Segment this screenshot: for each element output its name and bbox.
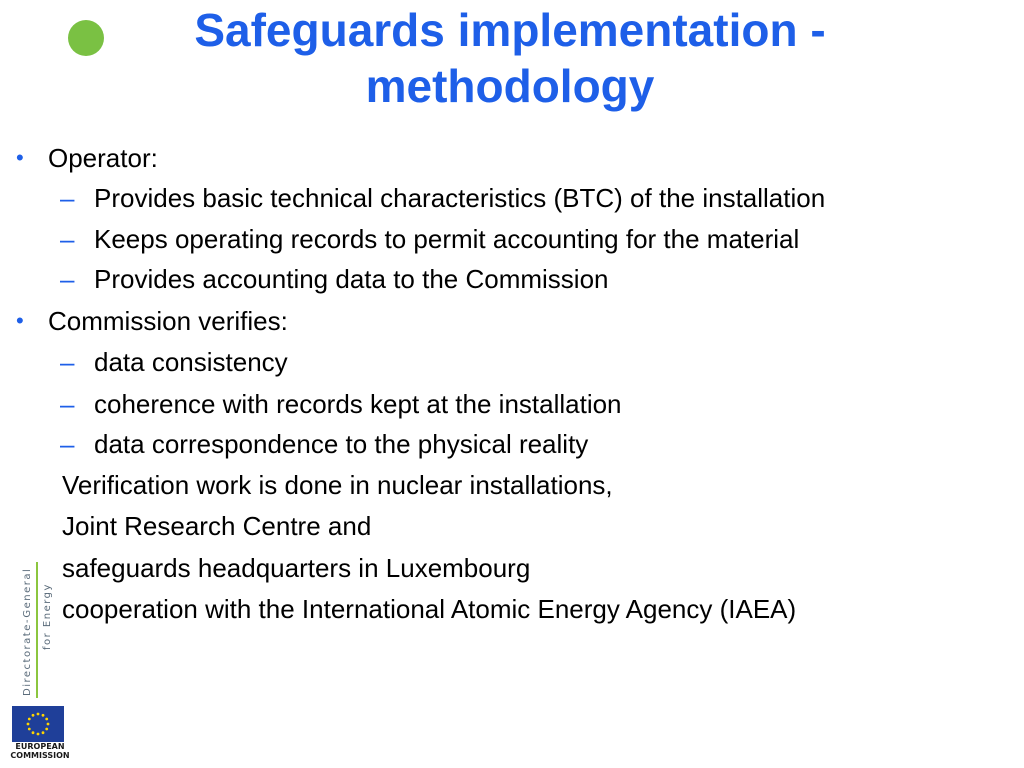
sub-bullet-text: data correspondence to the physical reality bbox=[94, 429, 589, 459]
sub-bullet-text: Provides accounting data to the Commission bbox=[94, 264, 609, 294]
dash-icon: – bbox=[60, 224, 75, 254]
note-line: Joint Research Centre and bbox=[62, 511, 372, 541]
dash-icon: – bbox=[60, 264, 75, 294]
dg-logo-text: for Energy bbox=[42, 583, 53, 650]
note-line: Verification work is done in nuclear installations, bbox=[62, 470, 613, 500]
dg-logo-text: Directorate-General bbox=[22, 567, 33, 696]
dg-logo-rule bbox=[36, 562, 38, 698]
eu-logo-label bbox=[10, 742, 70, 760]
sub-bullet-text: data consistency bbox=[94, 347, 288, 377]
eu-label-line: EUROPEAN bbox=[15, 742, 65, 751]
dash-icon: – bbox=[60, 429, 75, 459]
note-line: safeguards headquarters in Luxembourg bbox=[62, 553, 531, 583]
eu-label-line: COMMISSION bbox=[10, 751, 70, 760]
bullet-dot-icon: • bbox=[16, 308, 24, 333]
sub-bullet-text: Provides basic technical characteristics (BTC) of the installation bbox=[94, 183, 826, 213]
bullet-dot-icon: • bbox=[16, 145, 24, 170]
note-line: cooperation with the International Atomic Energy Agency (IAEA) bbox=[62, 594, 797, 624]
eu-flag-icon bbox=[12, 706, 64, 742]
sub-bullet-text: Keeps operating records to permit accounting for the material bbox=[94, 224, 800, 254]
dash-icon: – bbox=[60, 389, 75, 419]
sub-bullet-text: coherence with records kept at the installation bbox=[94, 389, 622, 419]
bullet-label: Operator: bbox=[48, 143, 158, 173]
slide-title: Safeguards implementation - methodology bbox=[194, 4, 826, 112]
dash-icon: – bbox=[60, 183, 75, 213]
bullet-label: Commission verifies: bbox=[48, 306, 288, 336]
dash-icon: – bbox=[60, 347, 75, 377]
title-bullet-icon bbox=[68, 20, 104, 56]
